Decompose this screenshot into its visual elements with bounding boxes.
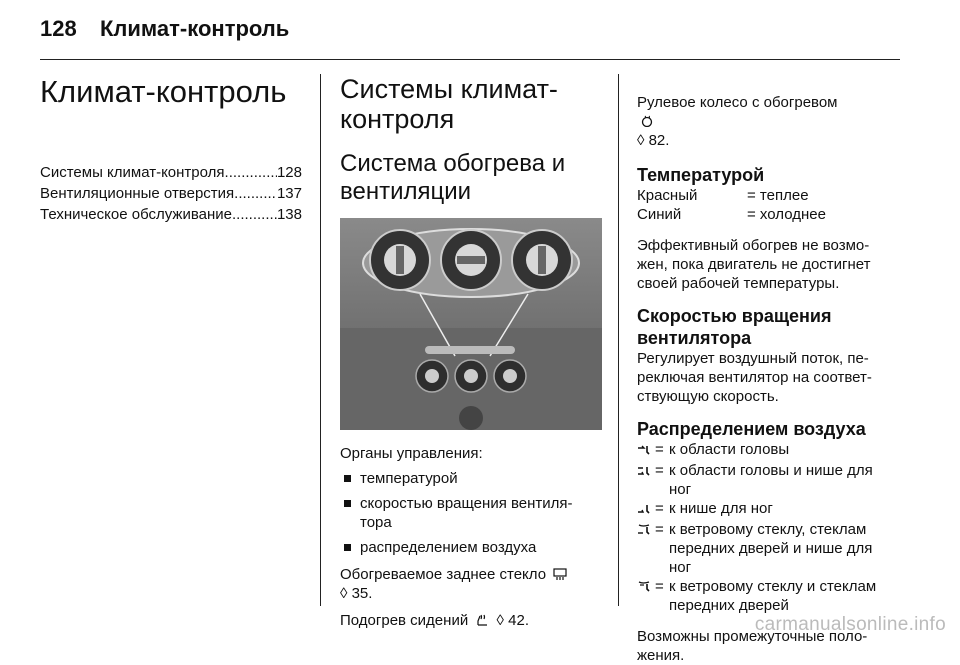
list-item: = к области головы bbox=[637, 440, 899, 461]
controls-intro: Органы управления: bbox=[340, 445, 483, 462]
fan-speed-heading: Скоростью вращения вентилятора bbox=[637, 306, 832, 348]
page-header-title: Климат-контроль bbox=[100, 16, 290, 41]
toc-page: 137 bbox=[276, 185, 302, 202]
column-divider-right bbox=[618, 74, 619, 606]
chapter-title: Климат-контроль bbox=[40, 74, 287, 109]
table-of-contents bbox=[40, 162, 302, 225]
list-item: = к ветровому стеклу, стеклам передних дверей и нише для ног bbox=[637, 520, 899, 577]
column-toc bbox=[40, 74, 302, 225]
temp-row: Синий = холоднее bbox=[637, 206, 826, 223]
temperature-note: Эффективный обогрев не возмо- жен, пока двигатель не достигнет своей рабочей температуры. bbox=[637, 237, 871, 292]
temp-row: Красный = теплее bbox=[637, 187, 809, 204]
list-item: температурой bbox=[340, 469, 602, 488]
intermediate-note: Возможны промежуточные поло- жения. bbox=[637, 628, 868, 664]
windscreen-doors-footwell-icon bbox=[637, 524, 651, 536]
toc-row[interactable] bbox=[40, 162, 302, 183]
column-climate-systems bbox=[340, 74, 602, 630]
fan-speed-text: Регулирует воздушный поток, пе- реключая вентилятор на соответ- ствующую скорость. bbox=[637, 350, 872, 405]
section-title: Системы климат- контроля bbox=[340, 74, 558, 134]
reference-arrow-icon: ◊ bbox=[496, 612, 504, 629]
control-panel-photo bbox=[340, 218, 602, 430]
list-item: = к области головы и нише для ног bbox=[637, 461, 899, 499]
column-divider-left bbox=[320, 74, 321, 606]
list-item: скоростью вращения вентиля- тора bbox=[340, 494, 602, 532]
toc-row[interactable] bbox=[40, 183, 302, 204]
toc-page: 138 bbox=[276, 206, 302, 223]
list-item: распределением воздуха bbox=[340, 538, 602, 557]
steering-wheel-ref[interactable]: ◊ 82. bbox=[637, 132, 670, 149]
head-footwell-airflow-icon bbox=[637, 465, 651, 477]
toc-page: 128 bbox=[276, 164, 302, 181]
watermark: carmanualsonline.info bbox=[754, 614, 946, 635]
steering-wheel-line: Рулевое колесо с обогревом bbox=[637, 74, 899, 131]
reference-arrow-icon: ◊ bbox=[340, 585, 348, 602]
footwell-airflow-icon bbox=[637, 503, 651, 515]
column-controls-detail bbox=[637, 74, 899, 665]
steering-wheel-heating-icon bbox=[640, 115, 654, 127]
rear-window-heating-icon bbox=[553, 568, 567, 580]
toc-title: Системы климат-контроля bbox=[40, 164, 225, 181]
seat-heating-icon bbox=[475, 614, 489, 626]
head-airflow-icon bbox=[637, 444, 651, 456]
page-number: 128 bbox=[40, 16, 77, 41]
reference-arrow-icon: ◊ bbox=[637, 132, 645, 149]
list-item: = к нише для ног bbox=[637, 499, 899, 520]
toc-title: Вентиляционные отверстия bbox=[40, 185, 235, 202]
rear-window-ref[interactable]: ◊ 35. bbox=[340, 585, 373, 602]
air-distribution-heading: Распределением воздуха bbox=[637, 419, 866, 439]
seat-heating-line: Подогрев сидений ◊ 42. bbox=[340, 612, 529, 629]
list-item: = к ветровому стеклу и стеклам передних дверей bbox=[637, 577, 899, 615]
page-header bbox=[40, 16, 289, 42]
rear-window-line: Обогреваемое заднее стекло bbox=[340, 565, 602, 584]
temperature-heading: Температурой bbox=[637, 165, 765, 185]
header-rule bbox=[40, 59, 900, 60]
subsection-title: Система обогрева и вентиляции bbox=[340, 150, 566, 205]
toc-row[interactable] bbox=[40, 204, 302, 225]
windscreen-doors-icon bbox=[637, 581, 651, 593]
toc-title: Техническое обслуживание bbox=[40, 206, 232, 223]
